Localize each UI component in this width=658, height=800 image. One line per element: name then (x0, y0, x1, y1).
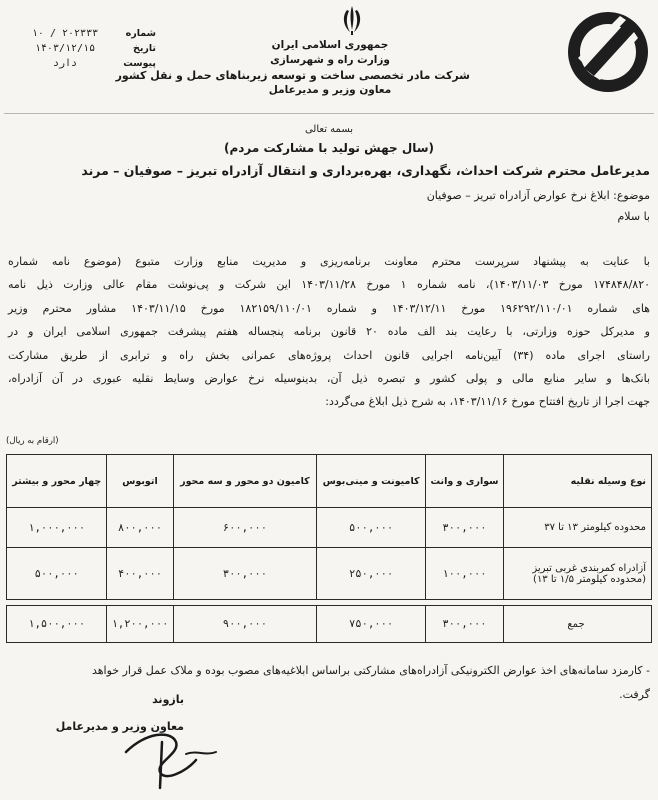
body-line: راستای اجرای ماده (۳۴) آیین‌نامه اجرایی قانون احداث پروژه‌های عمرانی بخش راه و ترابری از طریق مشارکت (8, 348, 650, 362)
table-header-cell: اتوبوس (107, 455, 173, 508)
letter-date-row (6, 43, 156, 58)
handwritten-signature-icon (116, 712, 226, 792)
letter-number-row (6, 28, 156, 43)
letter-attachment-row (6, 58, 156, 73)
greeting: با سلام (617, 210, 650, 223)
table-header-cell: کامیون دو محور و سه محور (173, 455, 317, 508)
total-cell: ۳۰۰,۰۰۰ (426, 606, 504, 643)
table-cell: ۵۰۰,۰۰۰ (7, 548, 107, 600)
body-line: با عنایت به پیشنهاد سرپرست محترم معاونت برنامه‌ریزی و مدیریت منابع وزارت متبوع (موضوع نامه شماره (8, 255, 650, 268)
table-cell: ۳۰۰,۰۰۰ (426, 508, 504, 548)
table-header-row (7, 455, 652, 508)
table-header-cell: چهار محور و بیشتر (7, 455, 107, 508)
table-header-cell: نوع وسیله نقلیه (504, 455, 652, 508)
fee-note (8, 659, 650, 707)
signatory-title: معاون وزیر و مدیرعامل (55, 720, 184, 733)
table-header-cell: سواری و وانت (426, 455, 504, 508)
total-cell: ۱,۲۰۰,۰۰۰ (107, 606, 173, 643)
total-cell: ۱,۵۰۰,۰۰۰ (7, 606, 107, 643)
body-line: های شماره ۱۹۶۲۹۲/۱۱۰/۰۱ مورخ ۱۴۰۳/۱۲/۱۱ و شماره ۱۸۲۱۵۹/۱۱۰/۰۱ مورخ ۱۴۰۳/۱۱/۱۵ مشاور محترم وزیر (8, 301, 650, 315)
total-cell: ۷۵۰,۰۰۰ (317, 606, 426, 643)
table-cell: ۱,۰۰۰,۰۰۰ (7, 508, 107, 548)
number-value: ۲۰۲۳۳۳ / ۱۰ (31, 28, 99, 39)
table-cell: ۴۰۰,۰۰۰ (107, 548, 173, 600)
company-logo-icon (564, 8, 652, 96)
table-cell: ۲۵۰,۰۰۰ (317, 548, 426, 600)
iran-emblem-icon (338, 4, 366, 36)
table-row (7, 548, 652, 600)
deputy-title: معاون وزیر و مدیرعامل (268, 84, 392, 96)
total-label: جمع (504, 606, 652, 643)
note-line: - کارمزد سامانه‌های اخذ عوارض الکترونیکی آزادراه‌های مشارکتی براساس ابلاغیه‌های مصوب بوده و ملاک عمل قرار خواهد (91, 664, 650, 677)
ministry-title: وزارت راه و شهرسازی (270, 54, 390, 66)
header-divider (4, 113, 654, 114)
number-label: شماره (125, 28, 156, 39)
table-total-row (7, 606, 652, 643)
signatory-name: بازوند (152, 693, 184, 706)
republic-title: جمهوری اسلامی ایران (271, 39, 389, 51)
subject-line: موضوع: ابلاغ نرخ عوارض آزادراه تبریز – صوفیان (426, 189, 650, 202)
attachment-value: دارد (52, 58, 78, 69)
note-line: گرفت. (619, 688, 650, 701)
table-cell: ۵۰۰,۰۰۰ (317, 508, 426, 548)
table-row (7, 508, 652, 548)
table-header-cell: کامیونت و مینی‌بوس (317, 455, 426, 508)
bismillah: بسمه تعالی (304, 124, 354, 135)
company-title: شرکت مادر تخصصی ساخت و توسعه زیربناهای حمل و نقل کشور (115, 69, 470, 82)
units-note: (ارقام به ریال) (6, 436, 59, 446)
year-slogan: (سال جهش تولید با مشارکت مردم) (223, 141, 435, 155)
row-label: محدوده کیلومتر ۱۳ تا ۳۷ (504, 508, 652, 548)
letter-body (8, 250, 650, 414)
table-cell: ۸۰۰,۰۰۰ (107, 508, 173, 548)
body-line: بانک‌ها و سایر منابع مالی و پولی کشور و تبصره ذیل آن، بدینوسیله نرخ عوارض وسایط نقلیه عبوری در آن آزادراه، (8, 371, 650, 385)
attachment-label: پیوست (123, 58, 156, 69)
row-label: آزادراه کمربندی غربی تبریز (محدوده کیلومتر ۱/۵ تا ۱۳) (504, 548, 652, 600)
date-label: تاریخ (132, 43, 156, 54)
table-cell: ۱۰۰,۰۰۰ (426, 548, 504, 600)
letter-meta (6, 28, 156, 73)
table-cell: ۳۰۰,۰۰۰ (173, 548, 317, 600)
table-cell: ۶۰۰,۰۰۰ (173, 508, 317, 548)
date-value: ۱۴۰۳/۱۲/۱۵ (34, 43, 96, 54)
body-line: ۱۷۴۸۴۸/۸۲۰ مورخ ۱۴۰۳/۱۱/۰۳)، نامه شماره ۱ مورخ ۱۴۰۳/۱۱/۲۸ این شرکت و پی‌نوشت مقام عالی وزارت ذیل نامه (8, 278, 651, 292)
total-cell: ۹۰۰,۰۰۰ (173, 606, 317, 643)
toll-tariff-table (6, 454, 652, 643)
addressee: مدیرعامل محترم شرکت احداث، نگهداری، بهره‌برداری و انتقال آزادراه تبریز – صوفیان – مرند (81, 163, 650, 178)
body-line: و مدیرکل حوزه وزارتی، با رعایت بند الف ماده ۲۰ قانون برنامه پنجساله هفتم پیشرفت جمهوری اسلامی ایران و در (8, 325, 650, 339)
body-line: جهت اجرا از تاریخ افتتاح مورخ ۱۴۰۳/۱۱/۱۶، به شرح ذیل ابلاغ می‌گردد: (325, 395, 650, 409)
